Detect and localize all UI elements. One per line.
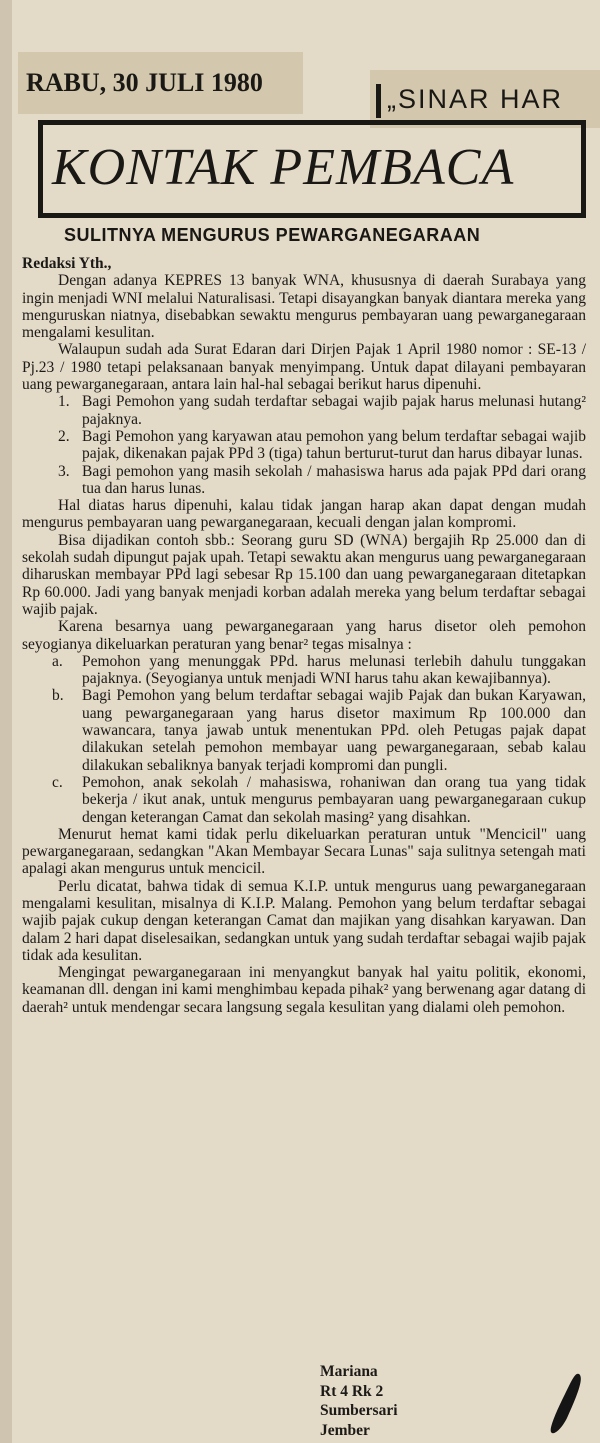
paragraph-3: Hal diatas harus dipenuhi, kalau tidak jangan harap akan dapat dengan mudah mengurus pembayaran uang pewarganegaraan, kecuali dengan jalan kompromi. xyxy=(22,497,586,532)
list-item xyxy=(22,687,586,773)
signature-name: Mariana xyxy=(320,1363,378,1380)
numbered-list xyxy=(22,393,586,497)
list-marker: 3. xyxy=(58,462,70,480)
paragraph-8: Mengingat pewarganegaraan ini menyangkut banyak hal yaitu politik, ekonomi, keamanan dll. dengan ini kami menghimbau kepada pihak² yang berwenang agar datang di daerah² untuk mendengar secara langsung segala kesulitan yang dialami oleh pemohon. xyxy=(22,964,586,1016)
pen-mark-icon xyxy=(545,1370,590,1440)
list-item-text: Bagi Pemohon yang sudah terdaftar sebagai wajib pajak harus melunasi hutang² pajaknya. xyxy=(82,393,586,428)
salutation: Redaksi Yth., xyxy=(22,255,112,272)
paragraph-5: Karena besarnya uang pewarganegaraan yang harus disetor oleh pemohon seyogianya dikeluarkan peraturan yang benar² tegas misalnya : xyxy=(22,618,586,653)
list-item-text: Pemohon yang menunggak PPd. harus melunasi terlebih dahulu tunggakan pajaknya. (Seyogianya untuk menjadi WNI harus tahu akan kewajibannya). xyxy=(82,652,586,688)
paragraph-4: Bisa dijadikan contoh sbb.: Seorang guru SD (WNA) bergajih Rp 25.000 dan di sekolah sudah dipungut pajak upah. Tetapi sewaktu akan mengurus uang pewarganegaraan diharuskan membayar PPd lagi sebesar Rp 15.100 dan uang pewarganegaraan ditetapkan Rp 60.000. Jadi yang banyak menjadi korban adalah mereka yang belum terdaftar sebagai wajib pajak. xyxy=(22,531,586,618)
paragraph-1: Dengan adanya KEPRES 13 banyak WNA, khususnya di daerah Surabaya yang ingin menjadi WNI melalui Naturalisasi. Tetapi disayangkan banyak diantara mereka yang menguruskan niatnya, disebabkan sewaktu mengurus pembayaran uang pewarganegaraan mengalami kesulitan. xyxy=(22,272,586,342)
list-item xyxy=(22,428,586,463)
list-marker: c. xyxy=(52,773,63,791)
list-item-text: Bagi pemohon yang masih sekolah / mahasiswa harus ada pajak PPd dari orang tua dan harus lunas. xyxy=(82,462,586,497)
signature-block xyxy=(320,1362,520,1440)
list-marker: 1. xyxy=(58,393,70,411)
list-item xyxy=(22,463,586,498)
quote-bar xyxy=(376,84,381,118)
signature-area: Sumbersari xyxy=(320,1402,398,1419)
rubric-title: KONTAK PEMBACA xyxy=(52,139,515,196)
dateline: RABU, 30 JULI 1980 xyxy=(18,52,303,114)
list-item xyxy=(22,653,586,688)
lettered-list xyxy=(22,653,586,826)
signature-city: Jember xyxy=(320,1421,370,1439)
list-marker: b. xyxy=(52,687,64,705)
list-item xyxy=(22,393,586,428)
paragraph-2: Walaupun sudah ada Surat Edaran dari Dirjen Pajak 1 April 1980 nomor : SE-13 / Pj.23 / 1980 tetapi pelaksanaan banyak menyimpang. Untuk dapat dilayani pembayaran uang pewarganegaraan, antara lain hal-hal sebagai berikut harus dipenuhi. xyxy=(22,341,586,394)
list-item-text: Pemohon, anak sekolah / mahasiswa, rohaniwan dan orang tua yang tidak bekerja / ikut anak, untuk mengurus pembayaran uang pewarganegaraan cukup dengan keterangan Camat dan sekolah masing² yang disahkan. xyxy=(82,773,586,826)
paragraph-7: Perlu dicatat, bahwa tidak di semua K.I.P. untuk mengurus uang pewarganegaraan mengalami kesulitan, misalnya di K.I.P. Malang. Pemohon yang belum terdaftar sebagai wajib pajak cukup dengan keterangan Camat dan majikan yang disahkan karyawan. Dan dalam 2 hari dapat diselesaikan, sedangkan untuk yang sudah terdaftar sebagai wajib pajak tidak ada kesulitan. xyxy=(22,877,586,964)
list-item xyxy=(22,774,586,826)
newspaper-name-text: „SINAR HAR xyxy=(387,84,564,114)
list-item-text: Bagi Pemohon yang karyawan atau pemohon yang belum terdaftar sebagai wajib pajak, dikenakan pajak PPd 3 (tiga) tahun berturut-turut dan harus dibayar lunas. xyxy=(82,427,586,463)
list-item-text: Bagi Pemohon yang belum terdaftar sebagai wajib Pajak dan bukan Karyawan, uang pewarganegaraan yang harus disetor maximum Rp 100.000 dan wawancara, tanya jawab untuk menentukan PPd. oleh Petugas pajak dapat dilakukan setelah pemohon membayar uang pewarganegaraan, sebab kalau dilakukan sebaliknya banyak terjadi kompromi dan pungli. xyxy=(82,687,586,774)
signature-rt: Rt 4 Rk 2 xyxy=(320,1382,384,1400)
paragraph-6: Menurut hemat kami tidak perlu dikeluarkan peraturan untuk "Mencicil" uang pewarganegaraan, sedangkan "Akan Membayar Secara Lunas" saja sulitnya setengah mati apalagi akan mengurus untuk mencicil. xyxy=(22,825,586,878)
list-marker: 2. xyxy=(58,427,70,445)
article-headline: SULITNYA MENGURUS PEWARGANEGARAAN xyxy=(64,225,481,245)
article-body xyxy=(22,255,586,1016)
list-marker: a. xyxy=(52,652,63,670)
